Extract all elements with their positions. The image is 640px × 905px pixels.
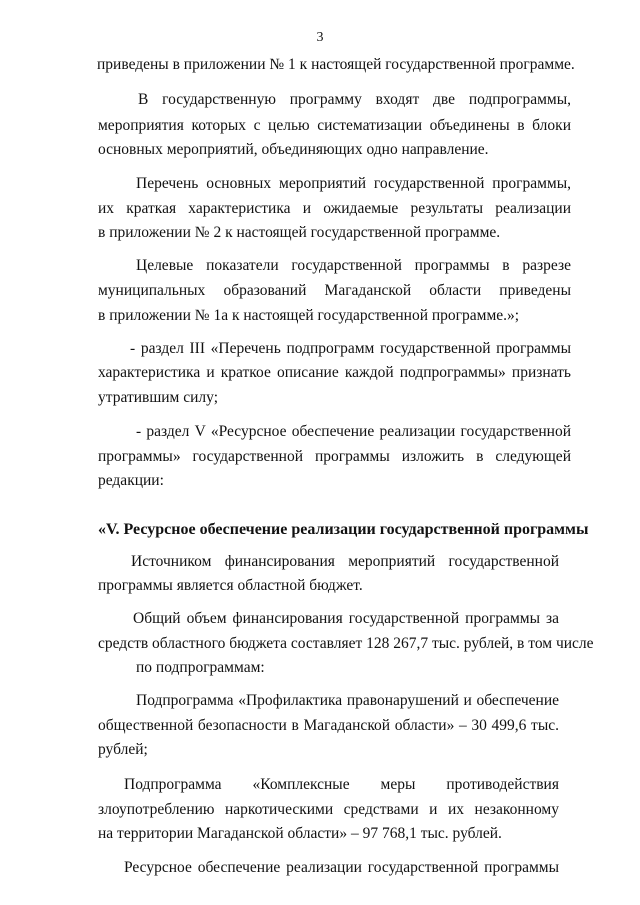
text-line: в приложении № 1а к настоящей государственной программе.»; (98, 307, 520, 324)
page-number: 3 (316, 30, 324, 45)
section-heading: «V. Ресурсное обеспечение реализации государственной программы (98, 521, 589, 538)
text-line: средств областного бюджета составляет 128 267,7 тыс. рублей, в том числе (98, 635, 594, 652)
text-line: муниципальных образований Магаданской области приведены (98, 282, 571, 299)
text-line: рублей; (98, 741, 148, 758)
text-line: - раздел V «Ресурсное обеспечение реализации государственной (136, 423, 571, 440)
text-line: Ресурсное обеспечение реализации государственной программы (124, 859, 559, 876)
text-line: Подпрограмма «Комплексные меры противодействия (124, 776, 559, 793)
text-line: мероприятия которых с целью систематизации объединены в блоки (98, 117, 571, 134)
text-line: утратившим силу; (98, 389, 219, 406)
text-line: приведены в приложении № 1 к настоящей государственной программе. (97, 56, 575, 73)
text-line: злоупотреблению наркотическими средствами и их незаконному (98, 801, 559, 818)
text-line: основных мероприятий, объединяющих одно направление. (98, 141, 489, 158)
text-line: по подпрограммам: (136, 659, 265, 676)
text-line: Источником финансирования мероприятий государственной (131, 553, 559, 570)
text-line: Подпрограмма «Профилактика правонарушений и обеспечение (136, 692, 559, 709)
text-line: общественной безопасности в Магаданской области» – 30 499,6 тыс. (98, 717, 559, 734)
text-line: Перечень основных мероприятий государственной программы, (136, 175, 571, 192)
text-line: Общий объем финансирования государственной программы за (133, 610, 559, 627)
text-line: их краткая характеристика и ожидаемые результаты реализации (98, 200, 571, 217)
text-line: Целевые показатели государственной программы в разрезе (136, 257, 571, 274)
text-line: редакции: (98, 472, 164, 489)
text-line: программы является областной бюджет. (98, 577, 363, 594)
text-line: программы» государственной программы изложить в следующей (98, 448, 571, 465)
text-line: характеристика и краткое описание каждой подпрограммы» признать (98, 364, 571, 381)
text-line: В государственную программу входят две подпрограммы, (138, 91, 571, 108)
text-line: в приложении № 2 к настоящей государственной программе. (98, 224, 501, 241)
text-line: - раздел III «Перечень подпрограмм государственной программы (130, 340, 571, 357)
text-line: на территории Магаданской области» – 97 768,1 тыс. рублей. (98, 825, 502, 842)
